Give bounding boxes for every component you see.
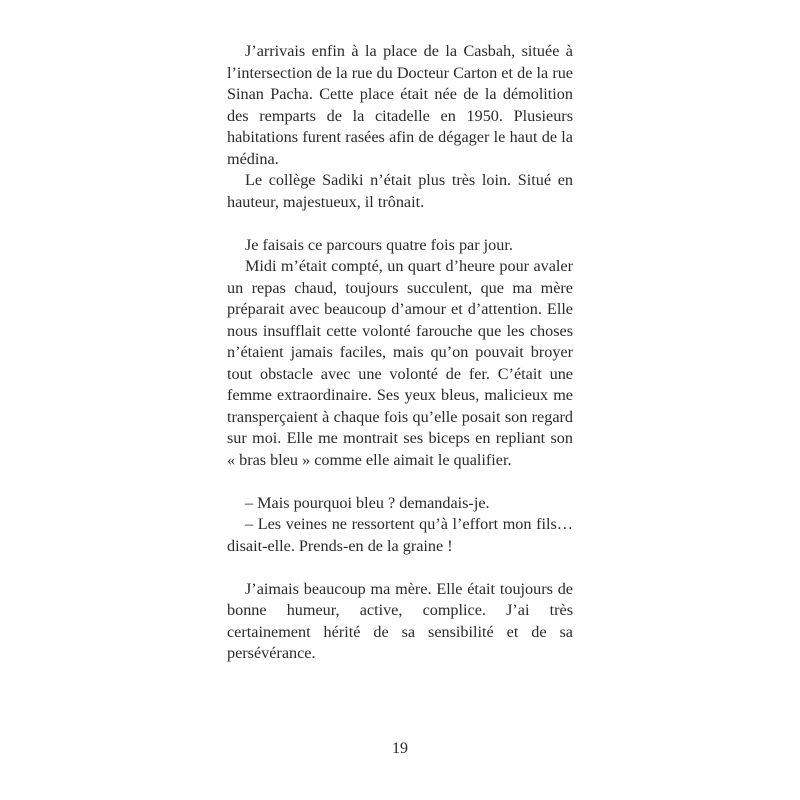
- dialogue-line-answer: – Les veines ne ressortent qu’à l’effort mon fils… disait-elle. Prends-en de la graine !: [227, 515, 573, 555]
- paragraph-spacer: [227, 471, 573, 493]
- paragraph-sadiki: Le collège Sadiki n’était plus très loin. Situé en hauteur, majestueux, il trônait.: [227, 171, 573, 211]
- paragraph-midi: Midi m’était compté, un quart d’heure pour avaler un repas chaud, toujours succulent, que ma mère préparait avec beaucoup d’amour et d’attention. Elle nous insufflait cette volonté farouche que les choses n’étaient jamais faciles, mais qu’on pouvait broyer tout obstacle avec une volonté de fer. C’était une femme extraordinaire. Ses yeux bleus, malicieux me transperçaient à chaque fois qu’elle posait son regard sur moi. Elle me montrait ses biceps en repliant son « bras bleu » comme elle aimait le qualifier.: [227, 257, 573, 469]
- paragraph-spacer: [227, 213, 573, 235]
- page-number: 19: [392, 740, 408, 757]
- dialogue-line-question: – Mais pourquoi bleu ? demandais-je.: [245, 493, 490, 512]
- paragraph-casbah: J’arrivais enfin à la place de la Casbah, située à l’intersection de la rue du Docteur Carton et de la rue Sinan Pacha. Cette place était née de la démolition des remparts de la citadelle en 1950. Plusieurs habitations furent rasées afin de dégager le haut de la médina.: [227, 42, 573, 168]
- paragraph-parcours: Je faisais ce parcours quatre fois par jour.: [245, 235, 513, 254]
- paragraph-spacer: [227, 557, 573, 579]
- paragraph-mere: J’aimais beaucoup ma mère. Elle était toujours de bonne humeur, active, complice. J’ai très certainement hérité de sa sensibilité et de sa persévérance.: [227, 579, 573, 662]
- page-body-text: [227, 41, 573, 665]
